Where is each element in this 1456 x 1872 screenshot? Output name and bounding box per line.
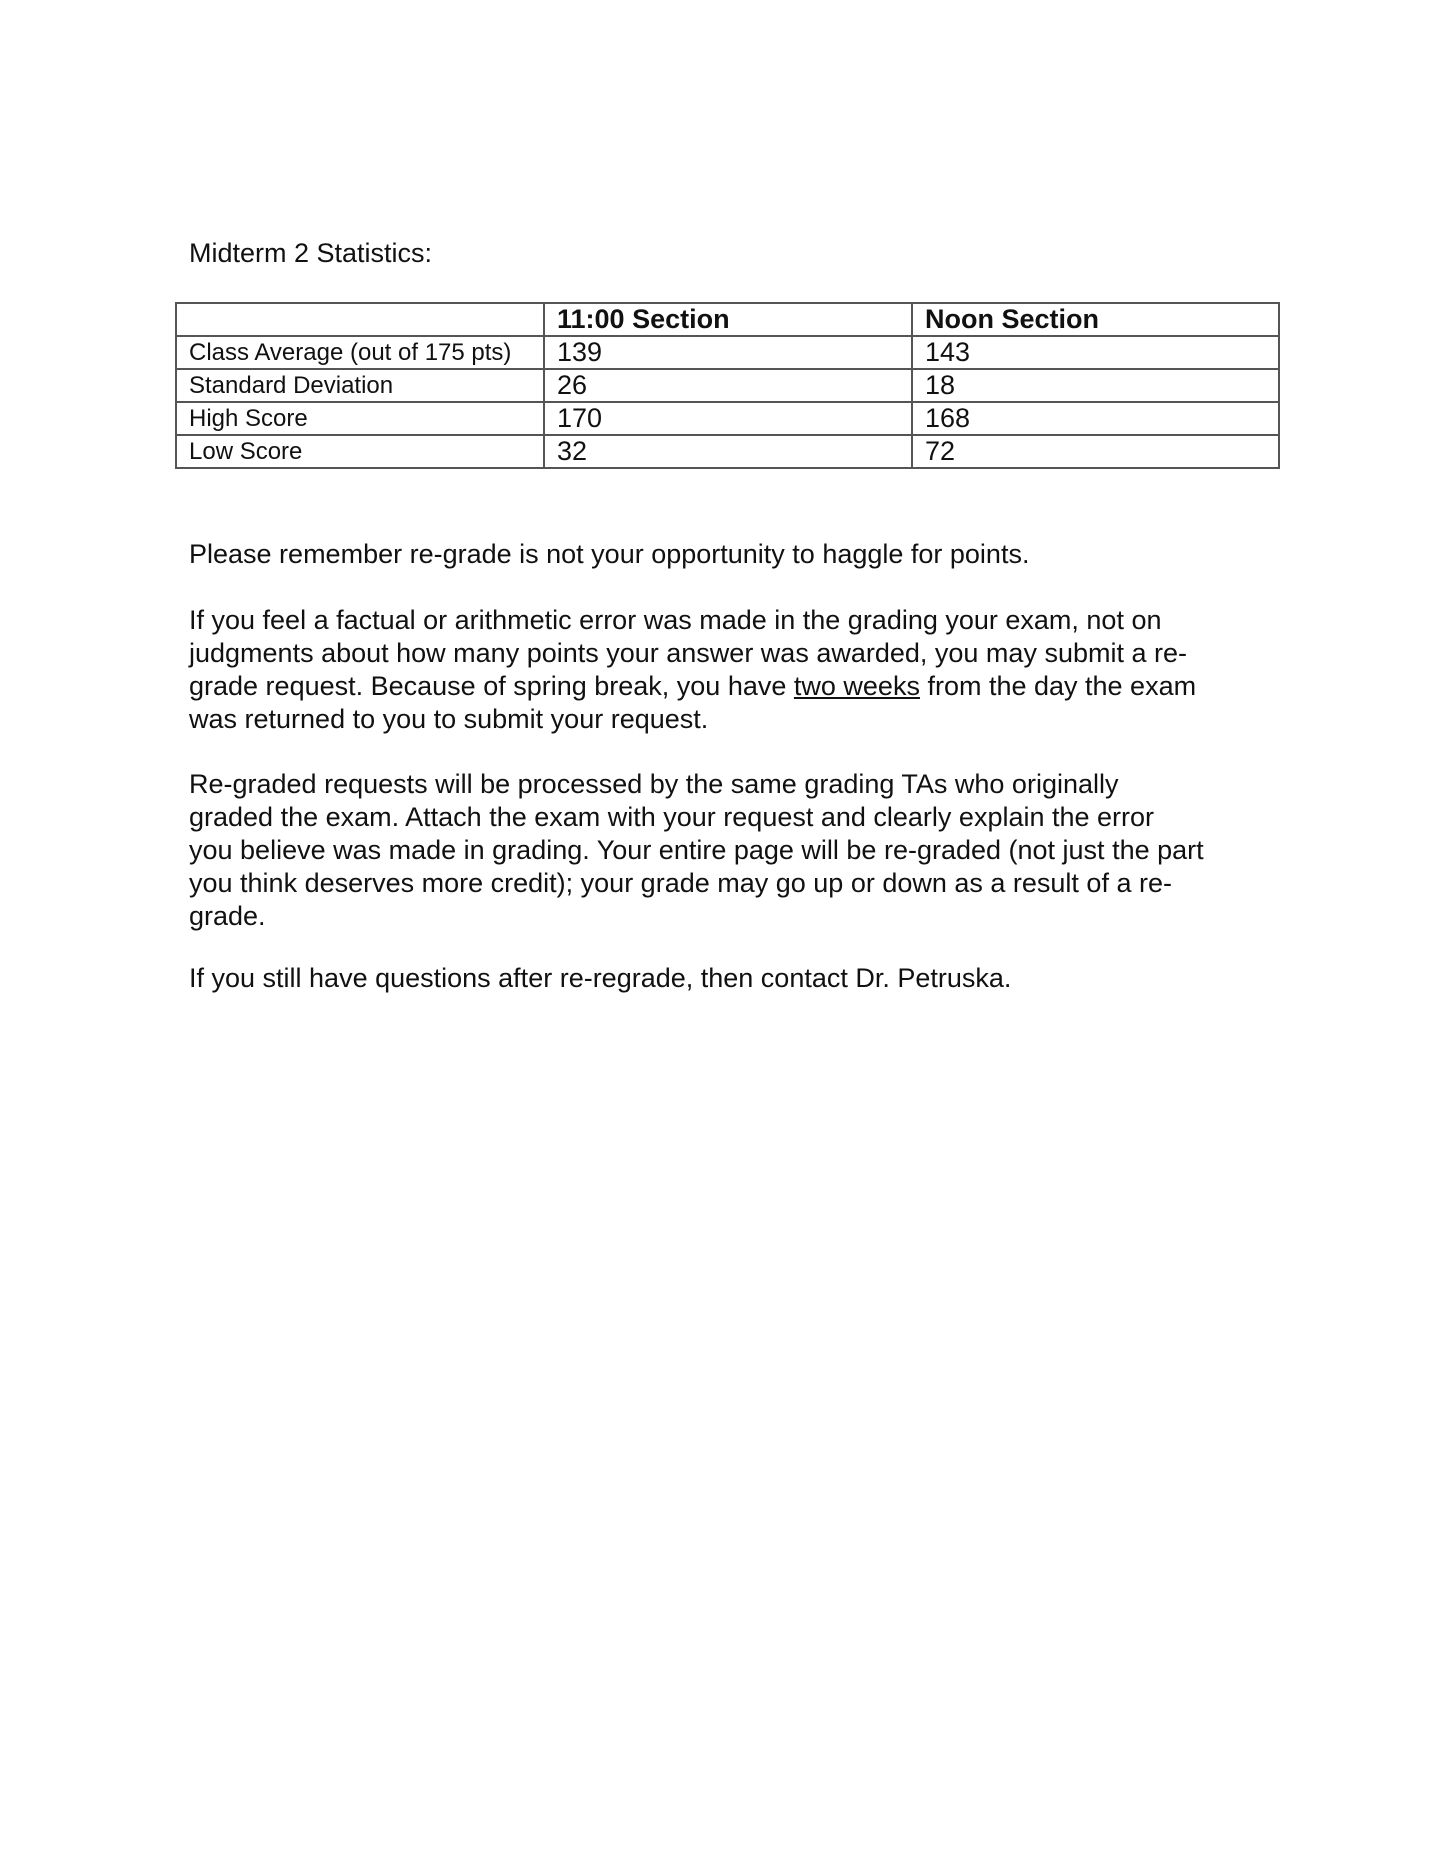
table-cell: 72 (912, 435, 1279, 468)
paragraph-line: graded the exam. Attach the exam with your request and clearly explain the error (189, 802, 1155, 832)
row-label-high-score: High Score (176, 402, 544, 435)
table-cell: 32 (544, 435, 912, 468)
table-cell: 18 (912, 369, 1279, 402)
paragraph-line: grade. (189, 901, 266, 931)
paragraph-line: you believe was made in grading. Your entire page will be re-graded (not just the part (189, 835, 1204, 865)
row-label-low-score: Low Score (176, 435, 544, 468)
page-title: Midterm 2 Statistics: (189, 238, 433, 268)
regrade-process-paragraph (189, 768, 1289, 933)
table-corner-cell (176, 303, 544, 336)
table-cell: 170 (544, 402, 912, 435)
paragraph-line: was returned to you to submit your request. (189, 704, 709, 734)
paragraph-line: If you feel a factual or arithmetic error was made in the grading your exam, not on (189, 605, 1162, 635)
paragraph-line: from the day the exam (919, 671, 1197, 701)
paragraph-line: grade request. Because of spring break, you have (189, 671, 794, 701)
haggle-notice-paragraph: Please remember re-grade is not your opportunity to haggle for points. (189, 539, 1030, 569)
column-header-1100-section: 11:00 Section (544, 303, 912, 336)
table-header-row (176, 303, 1279, 336)
table-row (176, 336, 1279, 369)
paragraph-line: Re-graded requests will be processed by the same grading TAs who originally (189, 769, 1119, 799)
row-label-standard-deviation: Standard Deviation (176, 369, 544, 402)
regrade-request-paragraph (189, 604, 1289, 736)
row-label-class-average: Class Average (out of 175 pts) (176, 336, 544, 369)
table-cell: 26 (544, 369, 912, 402)
paragraph-line: you think deserves more credit); your grade may go up or down as a result of a re- (189, 868, 1172, 898)
statistics-table (175, 302, 1280, 469)
table-row (176, 369, 1279, 402)
column-header-noon-section: Noon Section (912, 303, 1279, 336)
table-cell: 139 (544, 336, 912, 369)
paragraph-line: judgments about how many points your answer was awarded, you may submit a re- (189, 638, 1187, 668)
table-row (176, 402, 1279, 435)
contact-paragraph: If you still have questions after re-regrade, then contact Dr. Petruska. (189, 963, 1012, 993)
table-row (176, 435, 1279, 468)
two-weeks-emphasis: two weeks (793, 671, 920, 701)
table-cell: 143 (912, 336, 1279, 369)
table-cell: 168 (912, 402, 1279, 435)
